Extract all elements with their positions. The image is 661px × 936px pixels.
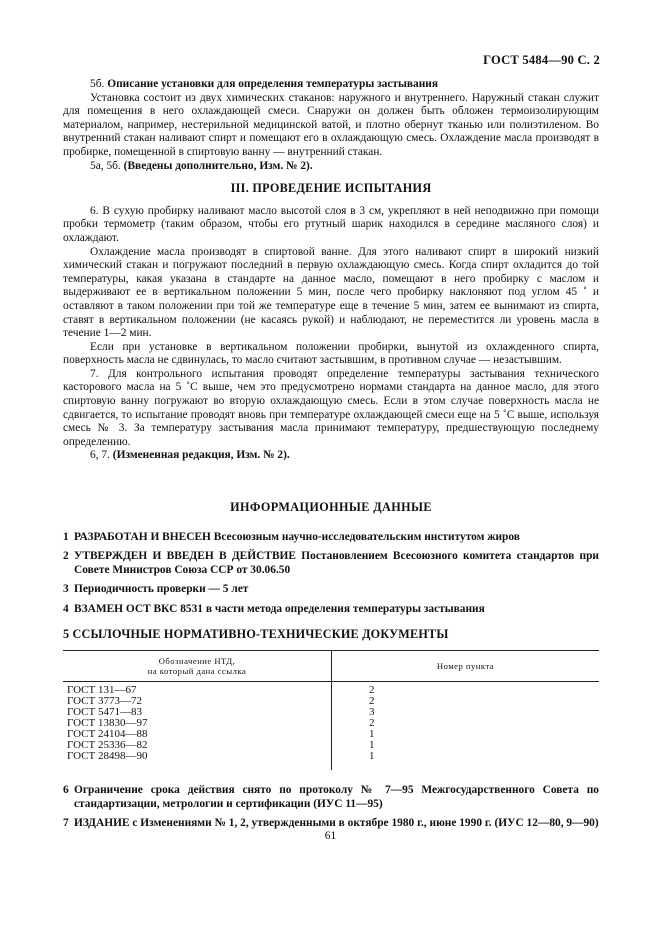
table-cell-clause: 3 [369,706,375,719]
table-cell-clause: 1 [369,739,375,752]
column-header-document [63,651,332,682]
section-5b-title: Описание установки для определения температуры застывания [107,78,439,90]
table-cell-document: ГОСТ 28498—90 [63,751,332,770]
table-cell-clause: 2 [369,717,375,730]
table-cell-clause: 2 [369,695,375,708]
info-item-number: 1 [63,530,69,543]
info-item-7 [63,817,599,831]
table-cell-document: ГОСТ 131—67 [63,682,332,697]
table-cell-clause: 1 [369,750,375,763]
info-item-3 [63,583,599,597]
table-cell-clause: 1 [369,728,375,741]
info-item-1 [63,531,599,545]
table-cell-document: ГОСТ 25336—82 [63,740,332,751]
section-5b-note [63,160,599,174]
info-item-text: Ограничение срока действия снято по протоколу № 7—95 Межгосударственного Совета по стандартизации, метрологии и сертификации (ИУС 11—95) [74,784,599,810]
references-title: 5 ССЫЛОЧНЫЕ НОРМАТИВНО-ТЕХНИЧЕСКИЕ ДОКУМЕНТЫ [63,626,449,641]
table-cell-document: ГОСТ 3773—72 [63,696,332,707]
info-item-number: 7 [63,817,69,830]
column-header-line: Обозначение НТД, [158,656,236,667]
paragraph-6-result: Если при установке в вертикальном положении пробирки, вынутой из охлажденного спирта, поверхность масла не сдвинулась, то масло считают застывшим, в противном случае — незастывшим. [63,340,599,367]
info-title: ИНФОРМАЦИОННЫЕ ДАННЫЕ [230,500,432,515]
table-row [63,696,599,707]
section-5b-text: Установка состоит из двух химических стаканов: наружного и внутреннего. Наружный стакан служит для помещения в него охлаждающей смеси. Снаружи он должен быть обложен термоизолирующим материалом, например, нестерильной медицинской ватой, и плотно обернут тканью или полиэтиленом. Во внутренний стакан наливают спирт и помещают его в охлаждающую смесь. Охлаждение масла производят в пробирке, помещенной в спиртовую ванну — внутренний стакан. [63,91,599,158]
paragraph-6: 6. В сухую пробирку наливают масло высотой слоя в 3 см, укрепляют в ней неподвижно при помощи пробки термометр (таким образом, чтобы его ртутный шарик находился в середине масляного слоя) и охлаждают. [63,204,599,244]
table-cell-clause: 2 [369,684,375,697]
section-3-note-label: 6, 7. [90,449,110,462]
info-item-4 [63,603,599,617]
page-number: 61 [324,830,337,842]
info-item-number: 6 [63,784,69,797]
section-5b-label: 5б. [90,78,105,90]
info-item-6 [63,784,599,811]
info-item-2 [63,550,599,577]
section-5b-heading [63,78,599,92]
info-item-number: 3 [63,583,69,596]
section-3-note [63,449,599,463]
table-cell-document: ГОСТ 13830—97 [63,718,332,729]
paragraph-7: 7. Для контрольного испытания проводят определение температуры застывания технического касторового масла на 5 ˚С выше, чем это предусмотрено нормами стандарта на данное масло, для этого спиртовую ванну погружают во вторую охлаждающую смесь. Если в этом случае поверхность масла не сдвигается, то испытание проводят вновь при температуре охлаждающей смеси еще на 5 ˚С выше, используя смесь № 3. За температуру застывания масла принимают температуру, предшествующую последнему определению. [63,367,599,448]
column-header-line: на который дана ссылка [147,666,247,677]
info-item-text: УТВЕРЖДЕН И ВВЕДЕН В ДЕЙСТВИЕ Постановлением Всесоюзного комитета стандартов при Совете Министров Союза ССР от 30.06.50 [74,550,599,576]
table-cell-document: ГОСТ 24104—88 [63,729,332,740]
info-item-text: Периодичность проверки — 5 лет [74,583,249,596]
table-cell-document: ГОСТ 5471—83 [63,707,332,718]
table-row [63,682,599,697]
info-item-number: 4 [63,603,69,615]
section-3-note-text: (Измененная редакция, Изм. № 2). [112,449,290,462]
section-5b-note-label: 5а, 5б. [90,159,121,172]
info-item-text: РАЗРАБОТАН И ВНЕСЕН Всесоюзным научно-исследовательским институтом жиров [74,530,520,543]
page-header: ГОСТ 5484—90 С. 2 [483,53,600,67]
info-item-number: 2 [63,550,69,563]
info-item-text: ВЗАМЕН ОСТ ВКС 8531 в части метода определения температуры застывания [74,603,485,615]
section-5b-note-text: (Введены дополнительно, Изм. № 2). [123,159,313,172]
document-body [63,78,599,837]
info-items-continued [63,784,599,831]
column-header-clause: Номер пункта [332,651,600,682]
info-item-text: ИЗДАНИЕ с Изменениями № 1, 2, утвержденными в октябре 1980 г., июне 1990 г. (ИУС 12—80, 9—90) [74,817,599,830]
section-3-title: III. ПРОВЕДЕНИЕ ИСПЫТАНИЯ [230,181,432,196]
references-table [63,650,599,770]
table-row [63,751,599,770]
paragraph-6-cooling: Охлаждение масла производят в спиртовой ванне. Для этого наливают спирт в широкий низкий химический стакан и погружают последний в первую охлаждающую смесь. Когда спирт охладится до той температуры, какая указана в стандарте на данное масло, помещают в него пробирку с маслом и выдерживают ее в вертикальном положении 5 мин, после чего пробирку наклоняют под углом 45 ˚ и оставляют в таком положении при той же температуре еще в течение 5 мин, затем ее вынимают из спирта, ставят в вертикальном положении (не касаясь рукой) и наблюдают, не переместится ли уровень масла в течение 1—2 мин. [63,245,599,340]
table-header-row [63,651,599,682]
